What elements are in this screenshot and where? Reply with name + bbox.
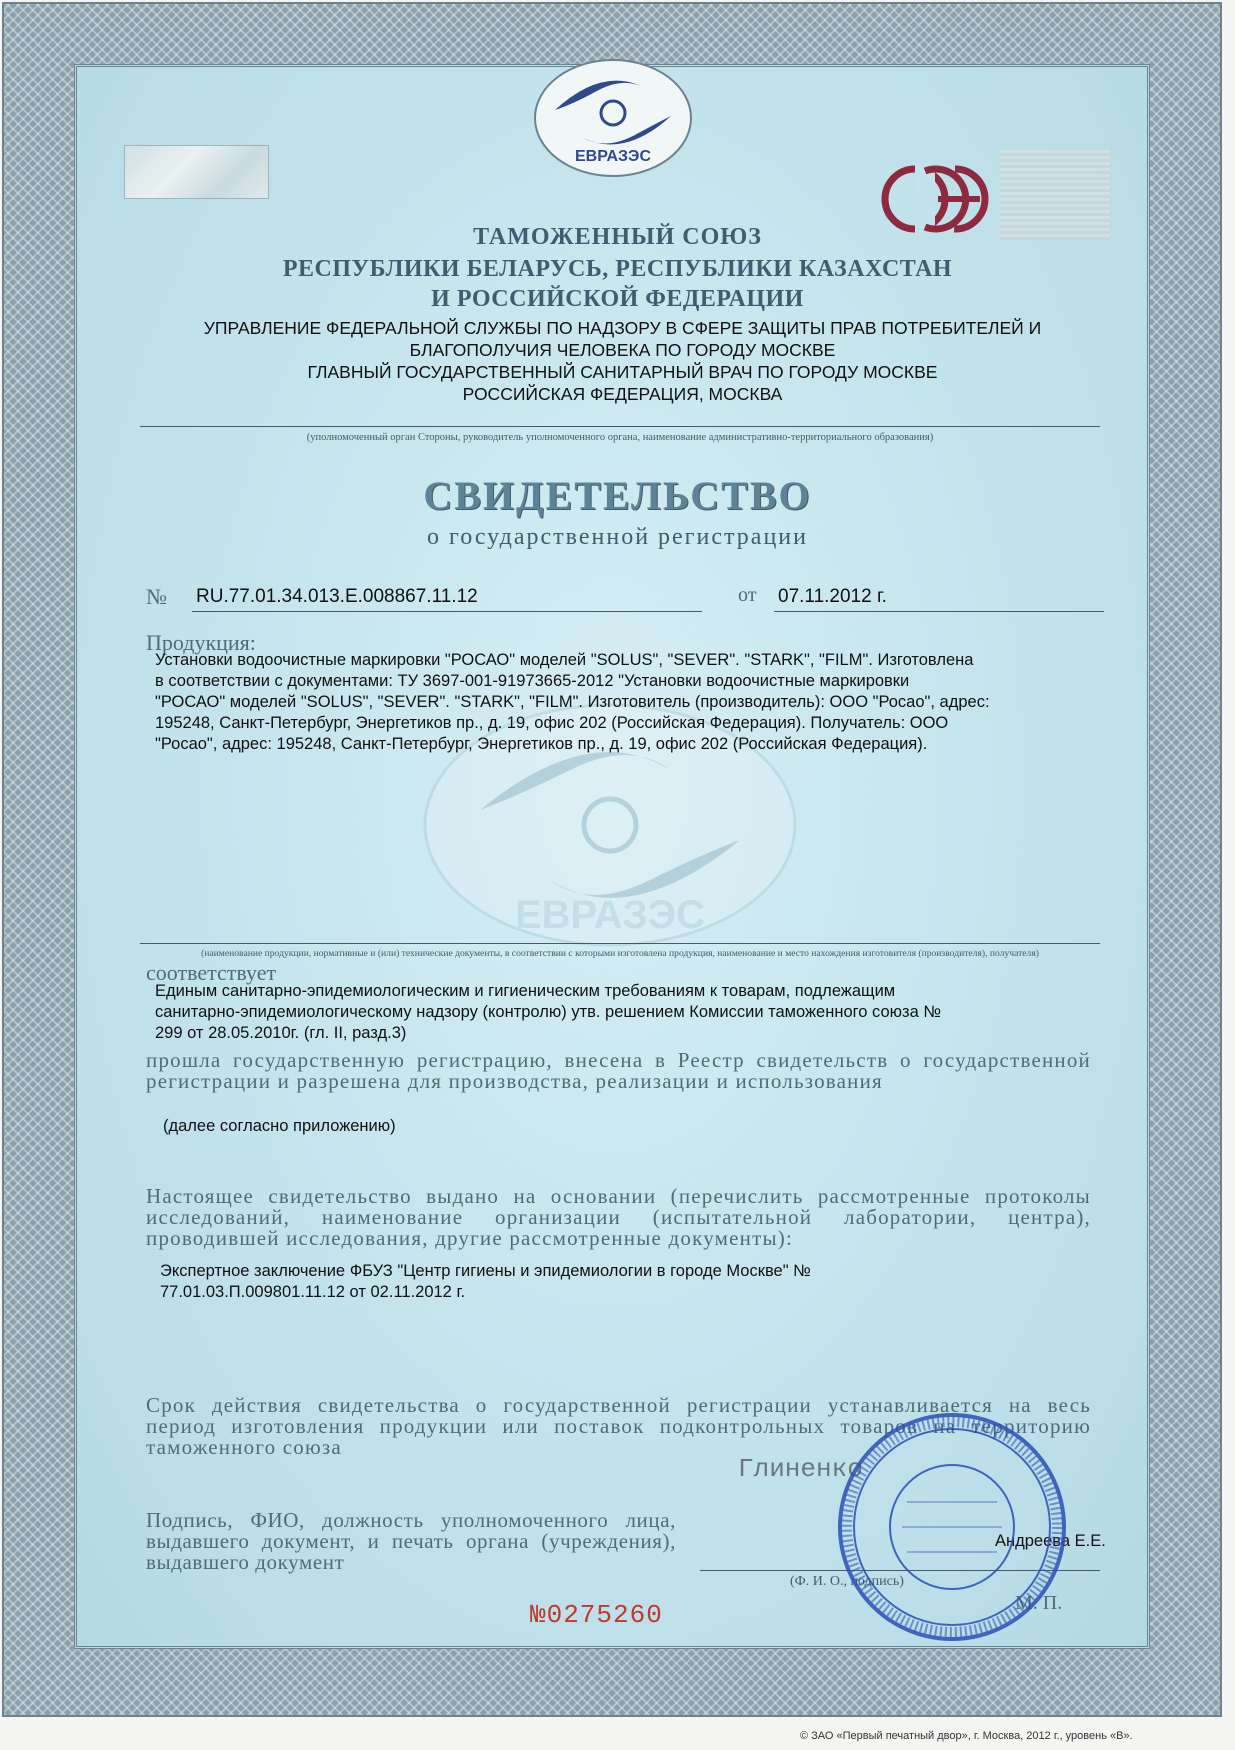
signer-name: Андреева Е.Е. bbox=[995, 1532, 1106, 1550]
serial-number: №0275260 bbox=[530, 1600, 663, 1630]
federation-title: И РОССИЙСКОЙ ФЕДЕРАЦИИ bbox=[431, 286, 804, 312]
signature-caption: (Ф. И. О., подпись) bbox=[790, 1574, 904, 1589]
official-seal-icon bbox=[832, 1407, 1072, 1647]
signature-statement: Подпись, ФИО, должность уполномоченного лица, выдавшего документ, и печать органа (учреждения), выдавшего документ bbox=[146, 1508, 676, 1574]
basis-line-1: Экспертное заключение ФБУЗ "Центр гигиены и эпидемиологии в городе Москве" № bbox=[160, 1262, 811, 1280]
date-label: от bbox=[738, 584, 757, 606]
date-rule bbox=[774, 611, 1104, 612]
registration-date: 07.11.2012 г. bbox=[778, 586, 887, 607]
compliance-label: соответствует bbox=[146, 960, 277, 985]
product-line-4: 195248, Санкт-Петербург, Энергетиков пр., д. 19, офис 202 (Российская Федерация). Получатель: ООО bbox=[155, 714, 949, 732]
eurasec-logo-icon bbox=[533, 58, 693, 178]
registration-statement: прошла государственную регистрацию, внесена в Реестр свидетельств о государственной регистрации и разрешена для производства, реализации и использования bbox=[146, 1048, 1091, 1093]
product-line-1: Установки водоочистные маркировки "РОСАО" моделей "SOLUS", "SEVER". "STARK", "FILM". Изготовлена bbox=[155, 651, 974, 669]
product-line-2: в соответствии с документами: ТУ 3697-001-91973665-2012 "Установки водоочистные маркировки bbox=[155, 672, 910, 690]
authority-rule bbox=[140, 426, 1100, 427]
document-subtitle: о государственной регистрации bbox=[426, 524, 808, 550]
authority-line-1: УПРАВЛЕНИЕ ФЕДЕРАЛЬНОЙ СЛУЖБЫ ПО НАДЗОРУ В СФЕРЕ ЗАЩИТЫ ПРАВ ПОТРЕБИТЕЛЕЙ И bbox=[203, 318, 1042, 338]
number-rule bbox=[192, 611, 702, 612]
appendix-note: (далее согласно приложению) bbox=[163, 1117, 396, 1135]
union-title: ТАМОЖЕННЫЙ СОЮЗ bbox=[473, 224, 762, 250]
printer-imprint: © ЗАО «Первый печатный двор», г. Москва, 2012 г., уровень «В». bbox=[800, 1730, 1133, 1742]
watermark-text: ЕВРАЗЭС bbox=[514, 893, 706, 937]
signatory-stamp-text: Глиненко bbox=[738, 1454, 863, 1484]
basis-statement: Настоящее свидетельство выдано на основании (перечислить рассмотренные протоколы исследований, наименование организации (испытательной лаборатории, центра), проводившей исследования, другие рассмотренные документы): bbox=[146, 1184, 1091, 1250]
republics-title: РЕСПУБЛИКИ БЕЛАРУСЬ, РЕСПУБЛИКИ КАЗАХСТАН bbox=[282, 256, 953, 282]
authority-caption: (уполномоченный орган Стороны, руководитель уполномоченного органа, наименование административно-территориального образования) bbox=[306, 432, 934, 443]
basis-line-2: 77.01.03.П.009801.11.12 от 02.11.2012 г. bbox=[160, 1283, 466, 1301]
product-label: Продукция: bbox=[146, 630, 256, 655]
registration-number: RU.77.01.34.013.E.008867.11.12 bbox=[196, 586, 478, 607]
product-line-3: "РОСАО" моделей "SOLUS", "SEVER". "STARK", "FILM". Изготовитель (производитель): ООО "Росао", адрес: bbox=[155, 693, 990, 711]
product-line-5: "Росао", адрес: 195248, Санкт-Петербург, Энергетиков пр., д. 19, офис 202 (Российская Федерация). bbox=[155, 735, 928, 753]
authority-line-2: БЛАГОПОЛУЧИЯ ЧЕЛОВЕКА ПО ГОРОДУ МОСКВЕ bbox=[409, 340, 836, 360]
compliance-line-3: 299 от 28.05.2010г. (гл. II, разд.3) bbox=[155, 1024, 407, 1042]
validity-statement: Срок действия свидетельства о государственной регистрации устанавливается на весь период изготовления продукции или поставок подконтрольных товаров на территорию таможенного союза bbox=[146, 1393, 1091, 1459]
number-label: № bbox=[146, 584, 167, 609]
compliance-line-2: санитарно-эпидемиологическому надзору (контролю) утв. решением Комиссии таможенного союза № bbox=[155, 1003, 942, 1021]
product-rule bbox=[140, 943, 1100, 944]
seal-place-label: М. П. bbox=[1015, 1592, 1063, 1614]
authority-line-4: РОССИЙСКАЯ ФЕДЕРАЦИЯ, МОСКВА bbox=[462, 384, 783, 404]
product-caption: (наименование продукции, нормативные и (или) технические документы, в соответствии с которыми изготовлена продукция, наименование и место нахождения изготовителя (производителя), получателя) bbox=[201, 948, 1039, 959]
hologram-strip bbox=[124, 145, 269, 199]
authority-line-3: ГЛАВНЫЙ ГОСУДАРСТВЕННЫЙ САНИТАРНЫЙ ВРАЧ ПО ГОРОДУ МОСКВЕ bbox=[307, 362, 938, 382]
document-title: СВИДЕТЕЛЬСТВО bbox=[423, 473, 812, 518]
logo-text: ЕВРАЗЭС bbox=[574, 148, 652, 165]
compliance-line-1: Единым санитарно-эпидемиологическим и гигиеническим требованиям к товарам, подлежащим bbox=[155, 982, 896, 1000]
